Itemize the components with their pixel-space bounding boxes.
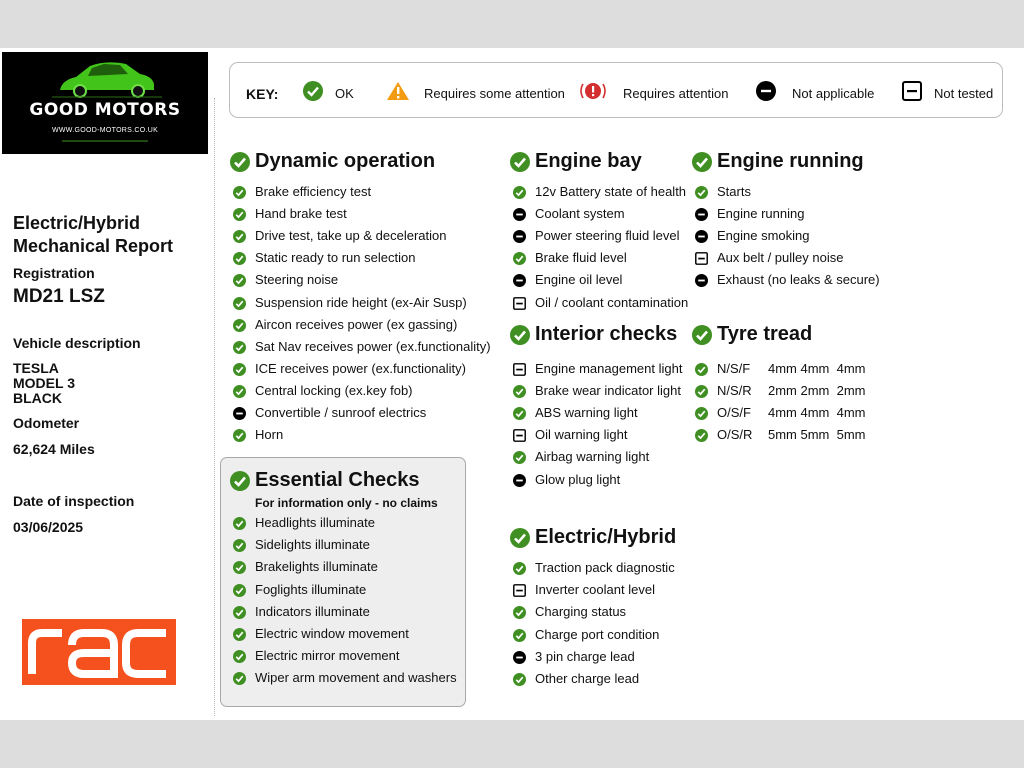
ok-icon xyxy=(695,186,708,199)
check-item: Coolant system xyxy=(535,206,625,222)
not-tested-icon xyxy=(513,363,526,376)
section-title-interior: Interior checks xyxy=(535,323,678,345)
report-title-line2: Mechanical Report xyxy=(13,236,174,256)
warning-triangle-icon xyxy=(386,81,410,101)
check-item: Aircon receives power (ex gassing) xyxy=(255,316,458,332)
not-tested-icon xyxy=(513,429,526,442)
check-item: Suspension ride height (ex-Air Susp) xyxy=(255,294,467,310)
check-item: Engine smoking xyxy=(717,228,810,244)
check-item: Headlights illuminate xyxy=(255,515,375,530)
section-check-icon xyxy=(692,325,712,345)
vehicle-make: TESLA xyxy=(13,360,59,376)
ok-icon xyxy=(233,230,246,243)
check-item: Glow plug light xyxy=(535,471,621,487)
column-divider xyxy=(214,98,215,716)
vehicle-colour: BLACK xyxy=(13,390,62,406)
ok-icon xyxy=(303,81,323,101)
ok-icon xyxy=(513,562,526,575)
ok-icon xyxy=(233,672,246,685)
check-item: Brake efficiency test xyxy=(255,184,372,199)
ok-icon xyxy=(233,274,246,287)
section-check-icon xyxy=(230,471,250,491)
check-item: Central locking (ex.key fob) xyxy=(255,382,413,398)
ok-icon xyxy=(513,451,526,464)
brand-url: WWW.GOOD-MOTORS.CO.UK xyxy=(51,127,159,134)
tyre-position: O/S/F xyxy=(717,405,751,421)
check-item: Sat Nav receives power (ex.functionality) xyxy=(255,338,491,354)
ok-icon xyxy=(513,673,526,686)
check-item: Starts xyxy=(717,184,751,199)
check-item: 3 pin charge lead xyxy=(535,648,635,664)
key-some-attention-label: Requires some attention xyxy=(424,86,565,101)
tyre-readings: 4mm 4mm 4mm xyxy=(768,405,866,421)
check-item: Indicators illuminate xyxy=(255,603,370,619)
not-applicable-icon xyxy=(233,407,246,420)
tyre-readings: 5mm 5mm 5mm xyxy=(768,427,866,443)
ok-icon xyxy=(233,650,246,663)
section-title-tyres: Tyre tread xyxy=(717,323,813,345)
section-check-icon xyxy=(510,528,530,548)
ok-icon xyxy=(513,186,526,199)
tyre-position: N/S/F xyxy=(717,361,751,376)
check-item: Engine management light xyxy=(535,361,683,376)
ok-icon xyxy=(513,606,526,619)
section-check-icon xyxy=(510,325,530,345)
check-item: 12v Battery state of health xyxy=(535,184,687,199)
ok-icon xyxy=(233,208,246,221)
check-item: Traction pack diagnostic xyxy=(535,560,675,575)
check-item: Airbag warning light xyxy=(535,449,650,465)
section-title-engine-running: Engine running xyxy=(717,150,864,172)
essential-checks-note: For information only - no claims xyxy=(255,496,438,510)
key-ok-label: OK xyxy=(335,86,354,101)
check-item: Horn xyxy=(255,427,284,443)
check-item: Inverter coolant level xyxy=(535,582,655,598)
key-attention-label: Requires attention xyxy=(623,86,729,101)
check-item: Steering noise xyxy=(255,272,339,288)
tyre-readings: 4mm 4mm 4mm xyxy=(768,361,866,376)
vehicle-model: MODEL 3 xyxy=(13,375,75,391)
ok-icon xyxy=(233,628,246,641)
check-item: Wiper arm movement and washers xyxy=(255,670,457,686)
tyre-position: O/S/R xyxy=(717,427,753,443)
check-item: Brakelights illuminate xyxy=(255,559,378,575)
odometer-value: 62,624 Miles xyxy=(13,441,95,457)
section-title-electric: Electric/Hybrid xyxy=(535,526,677,548)
brand-name: GOOD MOTORS xyxy=(29,100,181,120)
section-title-essential: Essential Checks xyxy=(255,469,420,491)
not-tested-icon xyxy=(513,297,526,310)
ok-icon xyxy=(233,385,246,398)
report-title-line1: Electric/Hybrid xyxy=(13,213,141,233)
ok-icon xyxy=(233,429,246,442)
check-item: Oil / coolant contamination xyxy=(535,294,689,310)
section-title-dynamic: Dynamic operation xyxy=(255,150,436,172)
registration-label: Registration xyxy=(13,265,95,281)
ok-icon xyxy=(695,429,708,442)
ok-icon xyxy=(695,385,708,398)
check-item: Power steering fluid level xyxy=(535,228,680,244)
check-item: Electric window movement xyxy=(255,626,409,641)
not-tested-icon xyxy=(695,252,708,265)
not-applicable-icon xyxy=(756,81,776,101)
ok-icon xyxy=(233,297,246,310)
ok-icon xyxy=(233,539,246,552)
car-icon xyxy=(2,52,208,102)
check-item: Exhaust (no leaks & secure) xyxy=(717,272,880,288)
check-item: Engine oil level xyxy=(535,272,623,288)
key-not-applicable-label: Not applicable xyxy=(792,86,875,101)
check-item: Electric mirror movement xyxy=(255,648,400,664)
section-check-icon xyxy=(510,152,530,172)
inspection-date-label: Date of inspection xyxy=(13,493,135,509)
ok-icon xyxy=(233,252,246,265)
ok-icon xyxy=(513,252,526,265)
tyre-readings: 2mm 2mm 2mm xyxy=(768,383,866,399)
registration-value: MD21 LSZ xyxy=(13,286,105,307)
ok-icon xyxy=(513,385,526,398)
vehicle-description-label: Vehicle description xyxy=(13,335,141,351)
not-applicable-icon xyxy=(695,274,708,287)
not-applicable-icon xyxy=(695,230,708,243)
odometer-label: Odometer xyxy=(13,415,80,431)
ok-icon xyxy=(233,186,246,199)
check-item: Convertible / sunroof electrics xyxy=(255,405,427,420)
check-item: Foglights illuminate xyxy=(255,581,367,597)
inspection-date-value: 03/06/2025 xyxy=(13,519,84,535)
ok-icon xyxy=(233,517,246,530)
section-check-icon xyxy=(230,152,250,172)
check-item: Static ready to run selection xyxy=(255,250,416,266)
not-applicable-icon xyxy=(513,474,526,487)
key-title: KEY: xyxy=(246,86,279,102)
not-applicable-icon xyxy=(513,651,526,664)
check-item: Charging status xyxy=(535,604,627,620)
tyre-position: N/S/R xyxy=(717,383,752,399)
ok-icon xyxy=(233,561,246,574)
alert-circle-icon xyxy=(579,81,607,101)
ok-icon xyxy=(233,584,246,597)
not-tested-icon xyxy=(513,584,526,597)
ok-icon xyxy=(233,606,246,619)
ok-icon xyxy=(233,341,246,354)
ok-icon xyxy=(233,363,246,376)
check-item: Oil warning light xyxy=(535,427,628,443)
check-item: Brake fluid level xyxy=(535,250,627,266)
check-item: Brake wear indicator light xyxy=(535,383,681,399)
ok-icon xyxy=(695,407,708,420)
logo-underline xyxy=(2,138,208,144)
not-applicable-icon xyxy=(513,230,526,243)
ok-icon xyxy=(513,407,526,420)
check-item: Drive test, take up & deceleration xyxy=(255,228,447,244)
section-title-engine-bay: Engine bay xyxy=(535,150,642,172)
report-sheet xyxy=(0,48,1024,720)
key-not-tested-label: Not tested xyxy=(934,86,994,101)
not-applicable-icon xyxy=(695,208,708,221)
ok-icon xyxy=(233,319,246,332)
rac-wordmark xyxy=(22,619,176,685)
section-check-icon xyxy=(692,152,712,172)
rac-logo xyxy=(22,619,176,685)
ok-icon xyxy=(695,363,708,376)
ok-icon xyxy=(513,629,526,642)
report-title xyxy=(13,212,208,258)
check-item: Sidelights illuminate xyxy=(255,537,370,553)
check-item: ICE receives power (ex.functionality) xyxy=(255,360,466,376)
not-applicable-icon xyxy=(513,208,526,221)
check-item: Aux belt / pulley noise xyxy=(717,250,844,266)
not-tested-icon xyxy=(902,81,922,101)
check-item: Other charge lead xyxy=(535,671,640,686)
not-applicable-icon xyxy=(513,274,526,287)
check-item: Engine running xyxy=(717,206,805,222)
good-motors-logo xyxy=(2,52,208,154)
check-item: ABS warning light xyxy=(535,405,638,421)
check-item: Hand brake test xyxy=(255,206,347,222)
check-item: Charge port condition xyxy=(535,626,660,642)
